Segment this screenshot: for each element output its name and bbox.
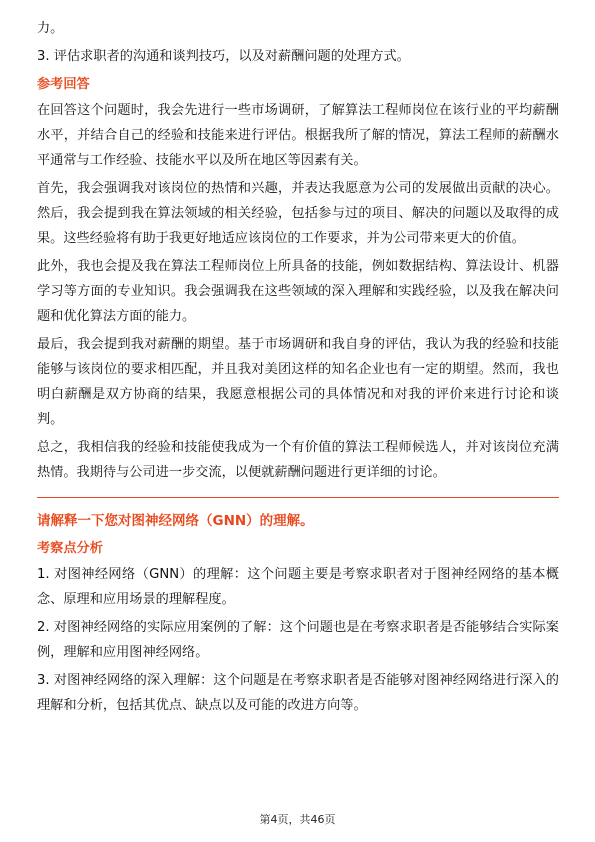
- answer-paragraph-1: 在回答这个问题时，我会先进行一些市场调研，了解算法工程师岗位在该行业的平均薪酬水平，并结合自己的经验和技能来进行评估。根据我所了解的情况，算法工程师的薪酬水平通常与工作经验、技能水平以及所在地区等因素有关。: [37, 103, 559, 168]
- answer-paragraph-2: 首先，我会强调我对该岗位的热情和兴趣，并表达我愿意为公司的发展做出贡献的决心。然后，我会提到我在算法领域的相关经验，包括参与过的项目、解决的问题以及取得的成果。这些经验将有助于我更好地适应该岗位的工作要求，并为公司带来更大的价值。: [37, 181, 559, 246]
- question-title: 请解释一下您对图神经网络（GNN）的理解。: [37, 513, 314, 529]
- list-item-3: 3. 评估求职者的沟通和谈判技巧，以及对薪酬问题的处理方式。: [37, 49, 410, 64]
- analysis-item-2: 2. 对图神经网络的实际应用案例的了解：这个问题也是在考察求职者是否能够结合实际案例，理解和应用图神经网络。: [37, 620, 559, 660]
- answer-paragraph-3: 此外，我也会提及我在算法工程师岗位上所具备的技能，例如数据结构、算法设计、机器学习等方面的专业知识。我会强调我在这些领域的深入理解和实践经验，以及我在解决问题和优化算法方面的能力。: [37, 259, 559, 324]
- carryover-line: 力。: [37, 21, 64, 36]
- answer-heading: 参考回答: [37, 77, 90, 92]
- answer-paragraph-4: 最后，我会提到我对薪酬的期望。基于市场调研和我自身的评估，我认为我的经验和技能能够与该岗位的要求相匹配，并且我对美团这样的知名企业也有一定的期望。然而，我也明白薪酬是双方协商的结果，我愿意根据公司的具体情况和对我的评价来进行讨论和谈判。: [37, 337, 559, 427]
- answer-paragraph-5: 总之，我相信我的经验和技能使我成为一个有价值的算法工程师候选人，并对该岗位充满热情。我期待与公司进一步交流，以便就薪酬问题进行更详细的讨论。: [37, 440, 559, 480]
- analysis-item-3: 3. 对图神经网络的深入理解：这个问题是在考察求职者是否能够对图神经网络进行深入的理解和分析，包括其优点、缺点以及可能的改进方向等。: [37, 673, 559, 713]
- analysis-heading: 考察点分析: [37, 541, 103, 556]
- analysis-item-1: 1. 对图神经网络（GNN）的理解：这个问题主要是考察求职者对于图神经网络的基本概念、原理和应用场景的理解程度。: [37, 567, 559, 607]
- section-divider: [37, 497, 559, 498]
- page-number: 第4页，共46页: [259, 813, 336, 826]
- page-content: [37, 16, 559, 721]
